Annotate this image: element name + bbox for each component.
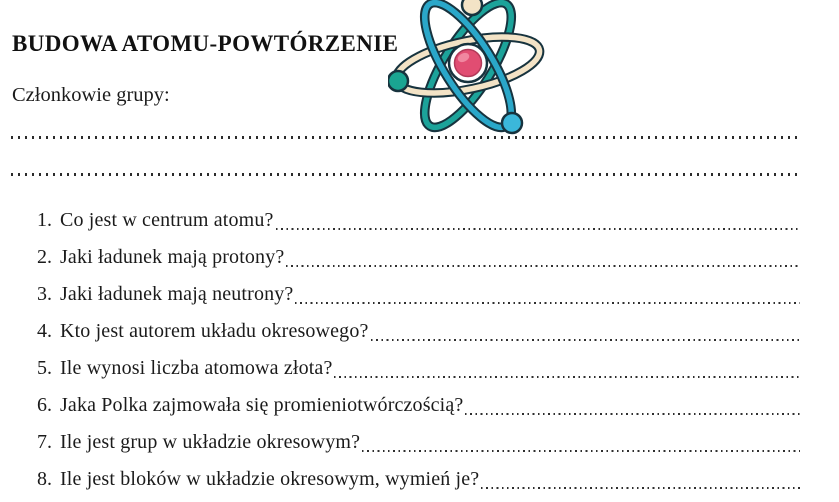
question-number: 1. bbox=[37, 209, 52, 231]
question-number: 3. bbox=[37, 283, 52, 305]
atom-icon bbox=[388, 0, 546, 146]
question-number: 2. bbox=[37, 246, 52, 268]
dotted-leader bbox=[362, 450, 800, 452]
electron-cream-icon bbox=[462, 0, 482, 15]
question-text: Co jest w centrum atomu? bbox=[60, 209, 274, 231]
question-text: Kto jest autorem układu okresowego? bbox=[60, 320, 369, 342]
question-item bbox=[37, 202, 800, 239]
dotted-leader bbox=[295, 302, 800, 304]
dotted-answer-line bbox=[11, 173, 800, 176]
question-number: 7. bbox=[37, 431, 52, 453]
question-item bbox=[37, 350, 800, 387]
dotted-leader bbox=[371, 339, 800, 341]
question-text: Ile jest grup w układzie okresowym? bbox=[60, 431, 361, 453]
question-item bbox=[37, 387, 800, 424]
question-text: Jaki ładunek mają neutrony? bbox=[60, 283, 294, 305]
dotted-leader bbox=[334, 376, 800, 378]
nucleus-icon bbox=[449, 44, 487, 82]
dotted-leader bbox=[481, 487, 800, 489]
question-text: Ile wynosi liczba atomowa złota? bbox=[60, 357, 333, 379]
question-text: Jaka Polka zajmowała się promieniotwórczością? bbox=[60, 394, 464, 416]
question-item bbox=[37, 239, 800, 276]
group-members-label: Członkowie grupy: bbox=[12, 84, 170, 106]
question-number: 5. bbox=[37, 357, 52, 379]
dotted-leader bbox=[286, 265, 800, 267]
dotted-answer-line bbox=[11, 136, 800, 139]
question-item bbox=[37, 461, 800, 498]
dotted-leader bbox=[276, 228, 800, 230]
question-item bbox=[37, 424, 800, 461]
question-number: 8. bbox=[37, 468, 52, 490]
question-number: 6. bbox=[37, 394, 52, 416]
dotted-leader bbox=[465, 413, 800, 415]
question-text: Jaki ładunek mają protony? bbox=[60, 246, 285, 268]
question-item bbox=[37, 276, 800, 313]
question-item bbox=[37, 313, 800, 350]
electron-teal-icon bbox=[388, 71, 408, 91]
atom-illustration-svg bbox=[388, 0, 546, 146]
question-list bbox=[37, 202, 800, 498]
electron-blue-icon bbox=[502, 113, 522, 133]
question-text: Ile jest bloków w układzie okresowym, wymień je? bbox=[60, 468, 480, 490]
question-number: 4. bbox=[37, 320, 52, 342]
page-title: BUDOWA ATOMU-POWTÓRZENIE bbox=[12, 31, 399, 56]
